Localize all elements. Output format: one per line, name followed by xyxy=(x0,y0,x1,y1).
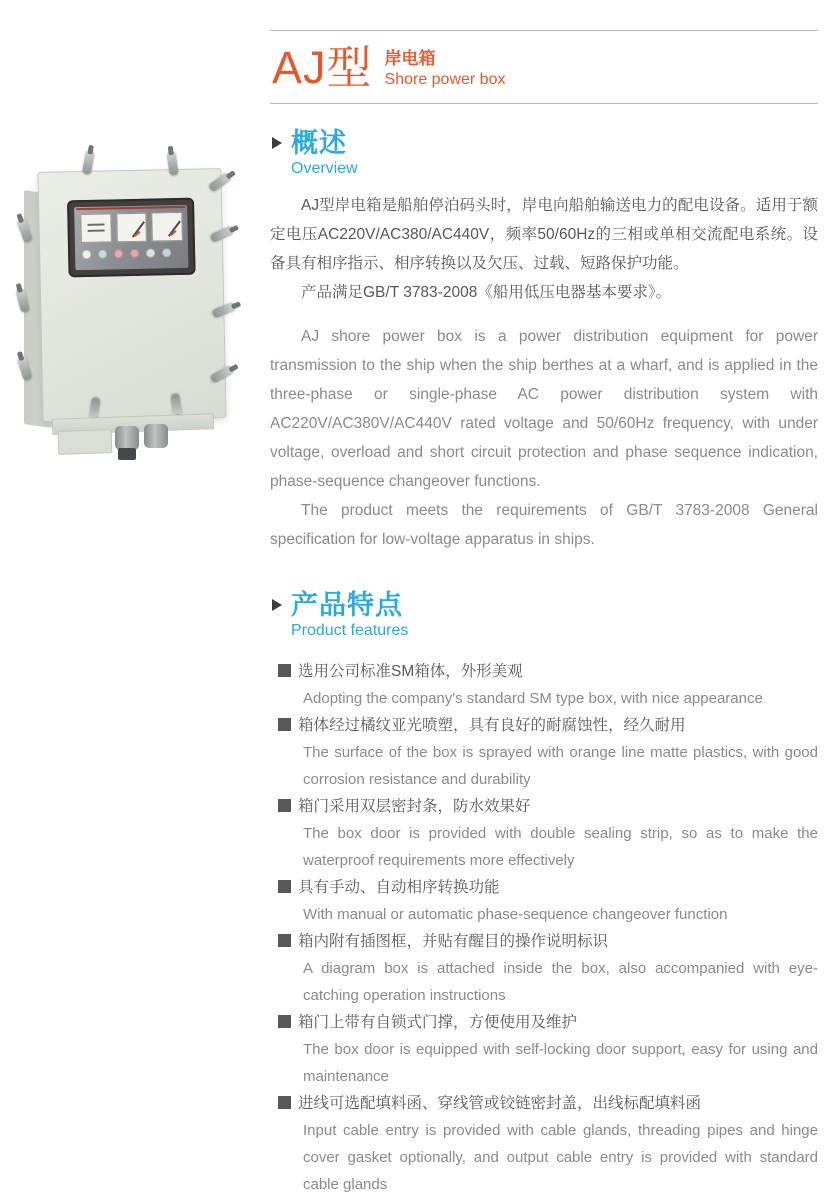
indicator-light xyxy=(82,250,91,259)
product-title-en: Shore power box xyxy=(384,71,506,88)
feature-item xyxy=(278,712,818,793)
analog-meter-2 xyxy=(116,213,147,243)
overview-paragraph-en: AJ shore power box is a power distribution equipment for power transmission to the ship when the ship berthes at a wharf, and is applied in the three-phase or single-phase AC power distribution system with AC220V/AC380V/AC440V rated voltage and 50/60Hz frequency, with under voltage, overload and short circuit protection and phase sequence indication, phase-sequence changeover functions. xyxy=(270,328,818,490)
analog-meter-3 xyxy=(152,212,183,242)
indicator-light xyxy=(162,248,171,257)
divider-header-bottom xyxy=(270,103,818,104)
overview-paragraph-zh: 产品满足GB/T 3783-2008《船用低压电器基本要求》。 xyxy=(301,284,672,301)
product-photo xyxy=(18,158,240,448)
triangle-marker-icon xyxy=(272,599,282,611)
cable-gland-2 xyxy=(144,424,168,448)
feature-title-zh xyxy=(278,712,818,739)
feature-desc-en: With manual or automatic phase-sequence changeover function xyxy=(303,906,728,923)
window-glass xyxy=(74,205,188,270)
feature-desc-en: Input cable entry is provided with cable glands, threading pipes and hinge cover gasket optionally, and output cable entry is provided with standard cable glands xyxy=(303,1122,818,1193)
feature-title-text: 选用公司标准SM箱体，外形美观 xyxy=(298,663,523,680)
overview-section-head xyxy=(270,128,818,180)
meter-scale-icon xyxy=(88,224,105,226)
feature-item xyxy=(278,1009,818,1090)
product-title-zh: 岸电箱 xyxy=(384,49,436,68)
indicator-light xyxy=(130,249,139,258)
triangle-marker-icon xyxy=(272,137,282,149)
meter-scale-icon xyxy=(88,230,105,232)
feature-title-zh xyxy=(278,928,818,955)
bullet-square-icon xyxy=(278,664,291,677)
feature-title-zh xyxy=(278,874,818,901)
bullet-square-icon xyxy=(278,934,291,947)
latch-clamp xyxy=(166,150,178,175)
overview-paragraph-zh: AJ型岸电箱是船舶停泊码头时，岸电向船舶输送电力的配电设备。适用于额定电压AC220V/AC380/AC440V，频率50/60Hz的三相或单相交流配电系统。设备具有相序指示、相序转换以及欠压、过载、短路保护功能。 xyxy=(270,197,818,272)
product-subtitle xyxy=(385,48,506,90)
cable-gland-1 xyxy=(115,426,139,450)
feature-desc-en: The surface of the box is sprayed with orange line matte plastics, with good corrosion resistance and durability xyxy=(303,744,818,788)
bullet-square-icon xyxy=(278,880,291,893)
feature-title-text: 箱内附有插图框，并贴有醒目的操作说明标识 xyxy=(298,933,609,950)
bullet-square-icon xyxy=(278,1096,291,1109)
overview-section xyxy=(270,128,818,554)
bullet-square-icon xyxy=(278,799,291,812)
indicator-light-row xyxy=(75,241,188,259)
bottom-junction-box xyxy=(58,429,113,455)
features-heading-zh: 产品特点 xyxy=(291,590,403,620)
analog-meter-1 xyxy=(80,213,111,243)
overview-paragraph-en: The product meets the requirements of GB/T 3783-2008 General specification for low-voltage apparatus in ships. xyxy=(270,502,818,548)
features-titles xyxy=(291,590,408,642)
product-header xyxy=(270,31,818,103)
feature-title-zh xyxy=(278,1090,818,1117)
cable-gland-connector xyxy=(118,448,136,460)
feature-title-text: 箱门上带有自锁式门撑，方便使用及维护 xyxy=(298,1014,578,1031)
indicator-light xyxy=(114,249,123,258)
box-front-panel xyxy=(37,168,226,422)
feature-item xyxy=(278,928,818,1009)
feature-desc-en: The box door is equipped with self-locking door support, easy for using and maintenance xyxy=(303,1041,818,1085)
overview-heading-en: Overview xyxy=(291,160,358,177)
feature-item xyxy=(278,793,818,874)
feature-desc-en: Adopting the company's standard SM type box, with nice appearance xyxy=(303,690,763,707)
feature-title-zh xyxy=(278,793,818,820)
meter-window xyxy=(67,198,196,278)
feature-title-text: 具有手动、自动相序转换功能 xyxy=(298,879,500,896)
feature-list xyxy=(270,658,818,1198)
feature-item xyxy=(278,1090,818,1198)
overview-heading-zh: 概述 xyxy=(291,128,347,158)
feature-title-text: 箱门采用双层密封条，防水效果好 xyxy=(298,798,531,815)
feature-title-zh xyxy=(278,658,818,685)
model-name: AJ型 xyxy=(272,42,373,93)
features-heading-en: Product features xyxy=(291,622,409,639)
indicator-light xyxy=(146,249,155,258)
feature-title-zh xyxy=(278,1009,818,1036)
features-section-head xyxy=(270,590,818,642)
meter-row xyxy=(74,205,188,243)
indicator-light xyxy=(98,250,107,259)
feature-item xyxy=(278,874,818,928)
feature-desc-en: The box door is provided with double sealing strip, so as to make the waterproof requirements more effectively xyxy=(303,825,818,869)
feature-title-text: 箱体经过橘纹亚光喷塑，具有良好的耐腐蚀性，经久耐用 xyxy=(298,717,686,734)
bullet-square-icon xyxy=(278,718,291,731)
feature-item xyxy=(278,658,818,712)
content-column xyxy=(270,0,818,1198)
feature-title-text: 进线可选配填料函、穿线管或铰链密封盖，出线标配填料函 xyxy=(298,1095,702,1112)
overview-titles xyxy=(291,128,358,180)
feature-desc-en: A diagram box is attached inside the box, also accompanied with eye-catching operation instructions xyxy=(303,960,818,1004)
bullet-square-icon xyxy=(278,1015,291,1028)
features-section xyxy=(270,590,818,1198)
